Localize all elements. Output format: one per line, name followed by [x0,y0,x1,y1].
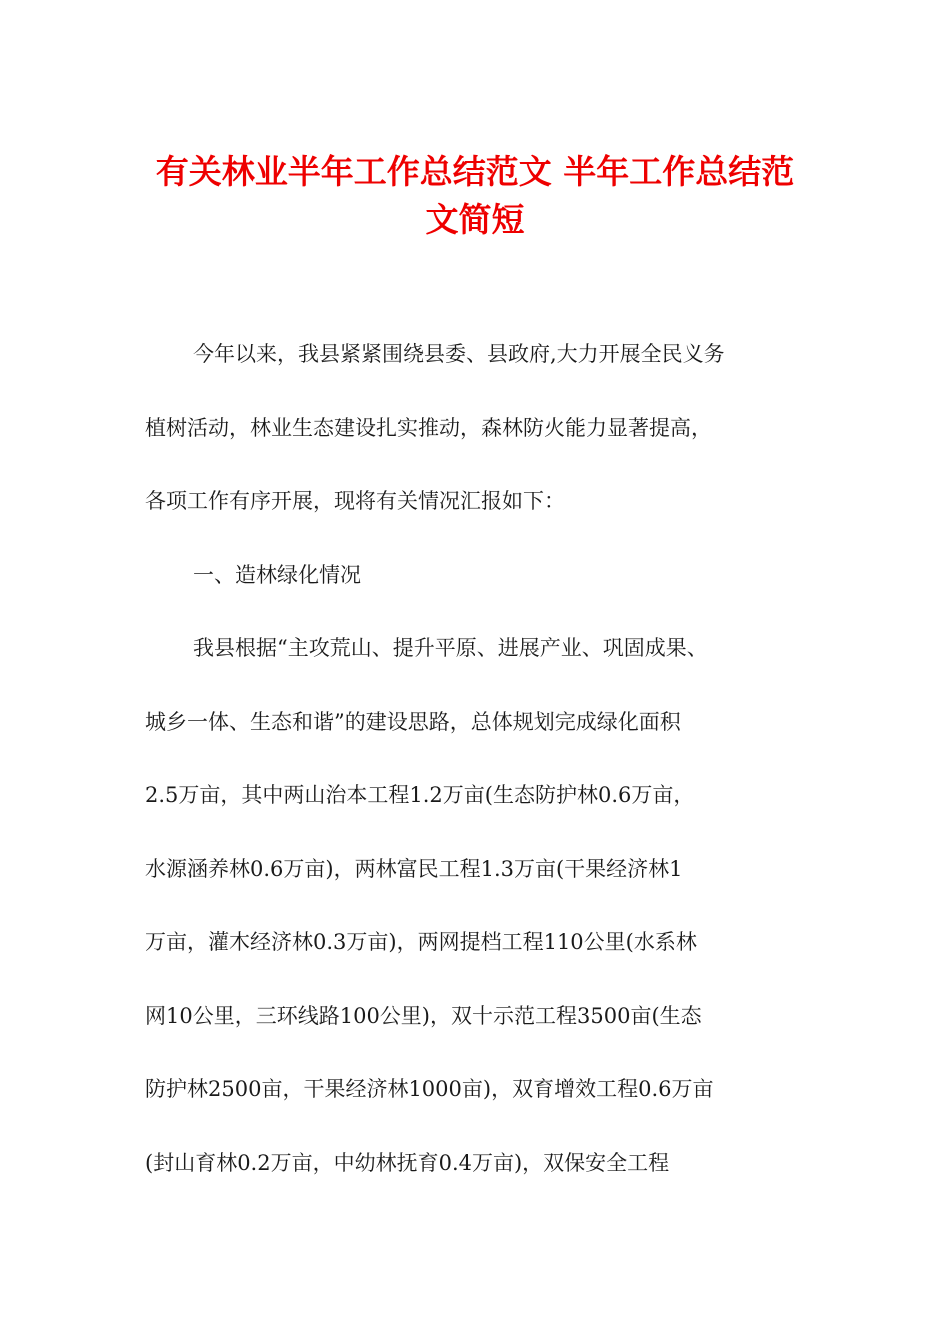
document-body [145,324,810,1206]
title-line-2: 文简短 [425,200,525,239]
title-line-1: 有关林业半年工作总结范文 半年工作总结范 [155,152,795,191]
paragraph-afforestation-line-5: 万亩，灌木经济林0.3万亩)，两网提档工程110公里(水系林 [145,930,697,954]
paragraph-afforestation-line-8: (封山育林0.2万亩，中幼林抚育0.4万亩)，双保安全工程 [145,1150,670,1175]
document-title [120,148,830,244]
paragraph-intro-line-3: 各项工作有序开展，现将有关情况汇报如下： [145,489,565,513]
paragraph-afforestation-line-3: 2.5万亩，其中两山治本工程1.2万亩(生态防护林0.6万亩， [145,783,695,807]
paragraph-afforestation-line-4: 水源涵养林0.6万亩)，两林富民工程1.3万亩(干果经济林1 [145,856,683,881]
paragraph-afforestation-line-1: 我县根据“主攻荒山、提升平原、进展产业、巩固成果、 [193,636,708,660]
paragraph-afforestation-line-6: 网10公里，三环线路100公里)，双十示范工程3500亩(生态 [145,1003,702,1028]
paragraph-afforestation-line-7: 防护林2500亩，干果经济林1000亩)，双育增效工程0.6万亩 [145,1077,714,1101]
paragraph-intro-line-2: 植树活动，林业生态建设扎实推动，森林防火能力显著提高， [145,415,712,440]
paragraph-intro-line-1: 今年以来，我县紧紧围绕县委、县政府,大力开展全民义务 [193,342,725,366]
paragraph-afforestation-line-2: 城乡一体、生态和谐”的建设思路，总体规划完成绿化面积 [145,709,681,734]
section-heading-afforestation: 一、造林绿化情况 [193,562,361,587]
